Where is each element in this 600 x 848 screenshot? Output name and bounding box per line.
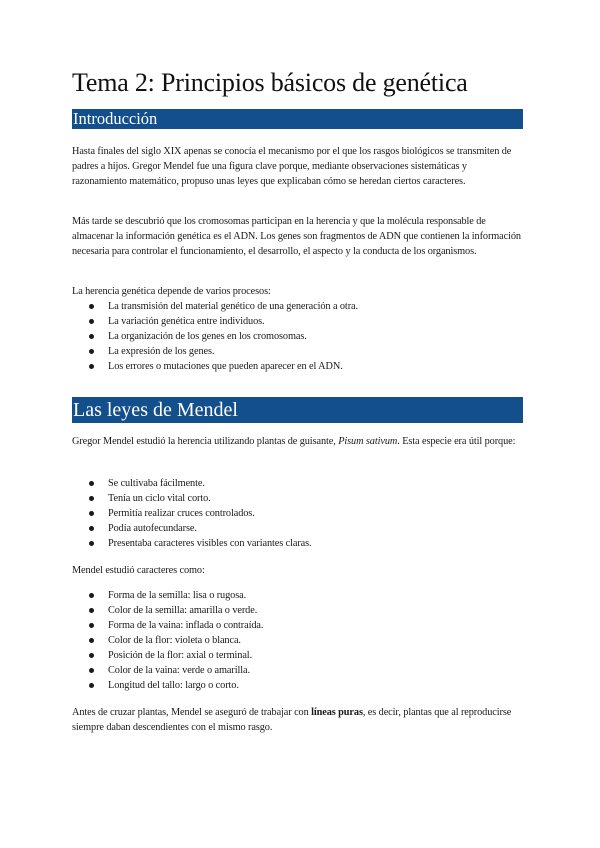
bullet-icon	[89, 511, 94, 516]
list-item: Permitía realizar cruces controlados.	[72, 506, 523, 521]
species-name: Pisum sativum	[338, 436, 398, 447]
bullet-icon	[89, 481, 94, 486]
bullet-icon	[89, 526, 94, 531]
bullet-icon	[89, 638, 94, 643]
list-item: Color de la flor: violeta o blanca.	[72, 633, 523, 648]
list-item: Color de la vaina: verde o amarilla.	[72, 663, 523, 678]
bullet-icon	[89, 608, 94, 613]
section-heading-leyes-de-mendel: Las leyes de Mendel	[72, 397, 523, 423]
bullet-icon	[89, 623, 94, 628]
list-item: Posición de la flor: axial o terminal.	[72, 648, 523, 663]
reasons-list	[72, 476, 523, 551]
list-item: Tenía un ciclo vital corto.	[72, 491, 523, 506]
list-item: La expresión de los genes.	[72, 344, 523, 359]
intro-paragraph-3: La herencia genética depende de varios procesos:	[72, 286, 271, 297]
list-item: Color de la semilla: amarilla o verde.	[72, 603, 523, 618]
bullet-icon	[89, 496, 94, 501]
bullet-icon	[89, 593, 94, 598]
list-item: La organización de los genes en los cromosomas.	[72, 329, 523, 344]
list-item: La variación genética entre individuos.	[72, 314, 523, 329]
traits-list	[72, 588, 523, 693]
mendel-paragraph-3: Antes de cruzar plantas, Mendel se aseguró de trabajar con líneas puras, es decir, plantas que al reproducirse siempre daban descendientes con el mismo rasgo.	[72, 707, 512, 733]
bullet-icon	[89, 319, 94, 324]
list-item: Presentaba caracteres visibles con variantes claras.	[72, 536, 523, 551]
list-item: Se cultivaba fácilmente.	[72, 476, 523, 491]
bullet-icon	[89, 541, 94, 546]
bullet-icon	[89, 334, 94, 339]
bullet-icon	[89, 349, 94, 354]
bullet-icon	[89, 364, 94, 369]
intro-paragraph-2: Más tarde se descubrió que los cromosomas participan en la herencia y que la molécula responsable de almacenar la información genética es el ADN. Los genes son fragmentos de ADN que contienen la información necesaria para controlar el funcionamiento, el desarrollo, el aspecto y la conducta de los organismos.	[72, 216, 521, 257]
list-item: Longitud del tallo: largo o corto.	[72, 678, 523, 693]
bullet-icon	[89, 683, 94, 688]
list-item: Los errores o mutaciones que pueden aparecer en el ADN.	[72, 359, 523, 374]
bullet-icon	[89, 653, 94, 658]
processes-list	[72, 299, 523, 374]
bullet-icon	[89, 304, 94, 309]
pure-lines-term: líneas puras	[311, 707, 363, 718]
list-item: Podía autofecundarse.	[72, 521, 523, 536]
mendel-paragraph-1: Gregor Mendel estudió la herencia utilizando plantas de guisante, Pisum sativum. Esta especie era útil porque:	[72, 436, 516, 447]
list-item: Forma de la vaina: inflada o contraída.	[72, 618, 523, 633]
list-item: Forma de la semilla: lisa o rugosa.	[72, 588, 523, 603]
intro-paragraph-1: Hasta finales del siglo XIX apenas se conocía el mecanismo por el que los rasgos biológicos se transmiten de padres a hijos. Gregor Mendel fue una figura clave porque, mediante observaciones sistemáticas y razonamiento matemático, propuso unas leyes que explicaban cómo se heredan ciertos caracteres.	[72, 146, 512, 187]
section-heading-introduccion: Introducción	[72, 109, 523, 129]
page-title: Tema 2: Principios básicos de genética	[72, 68, 468, 97]
mendel-paragraph-2: Mendel estudió caracteres como:	[72, 565, 205, 576]
bullet-icon	[89, 668, 94, 673]
list-item: La transmisión del material genético de una generación a otra.	[72, 299, 523, 314]
